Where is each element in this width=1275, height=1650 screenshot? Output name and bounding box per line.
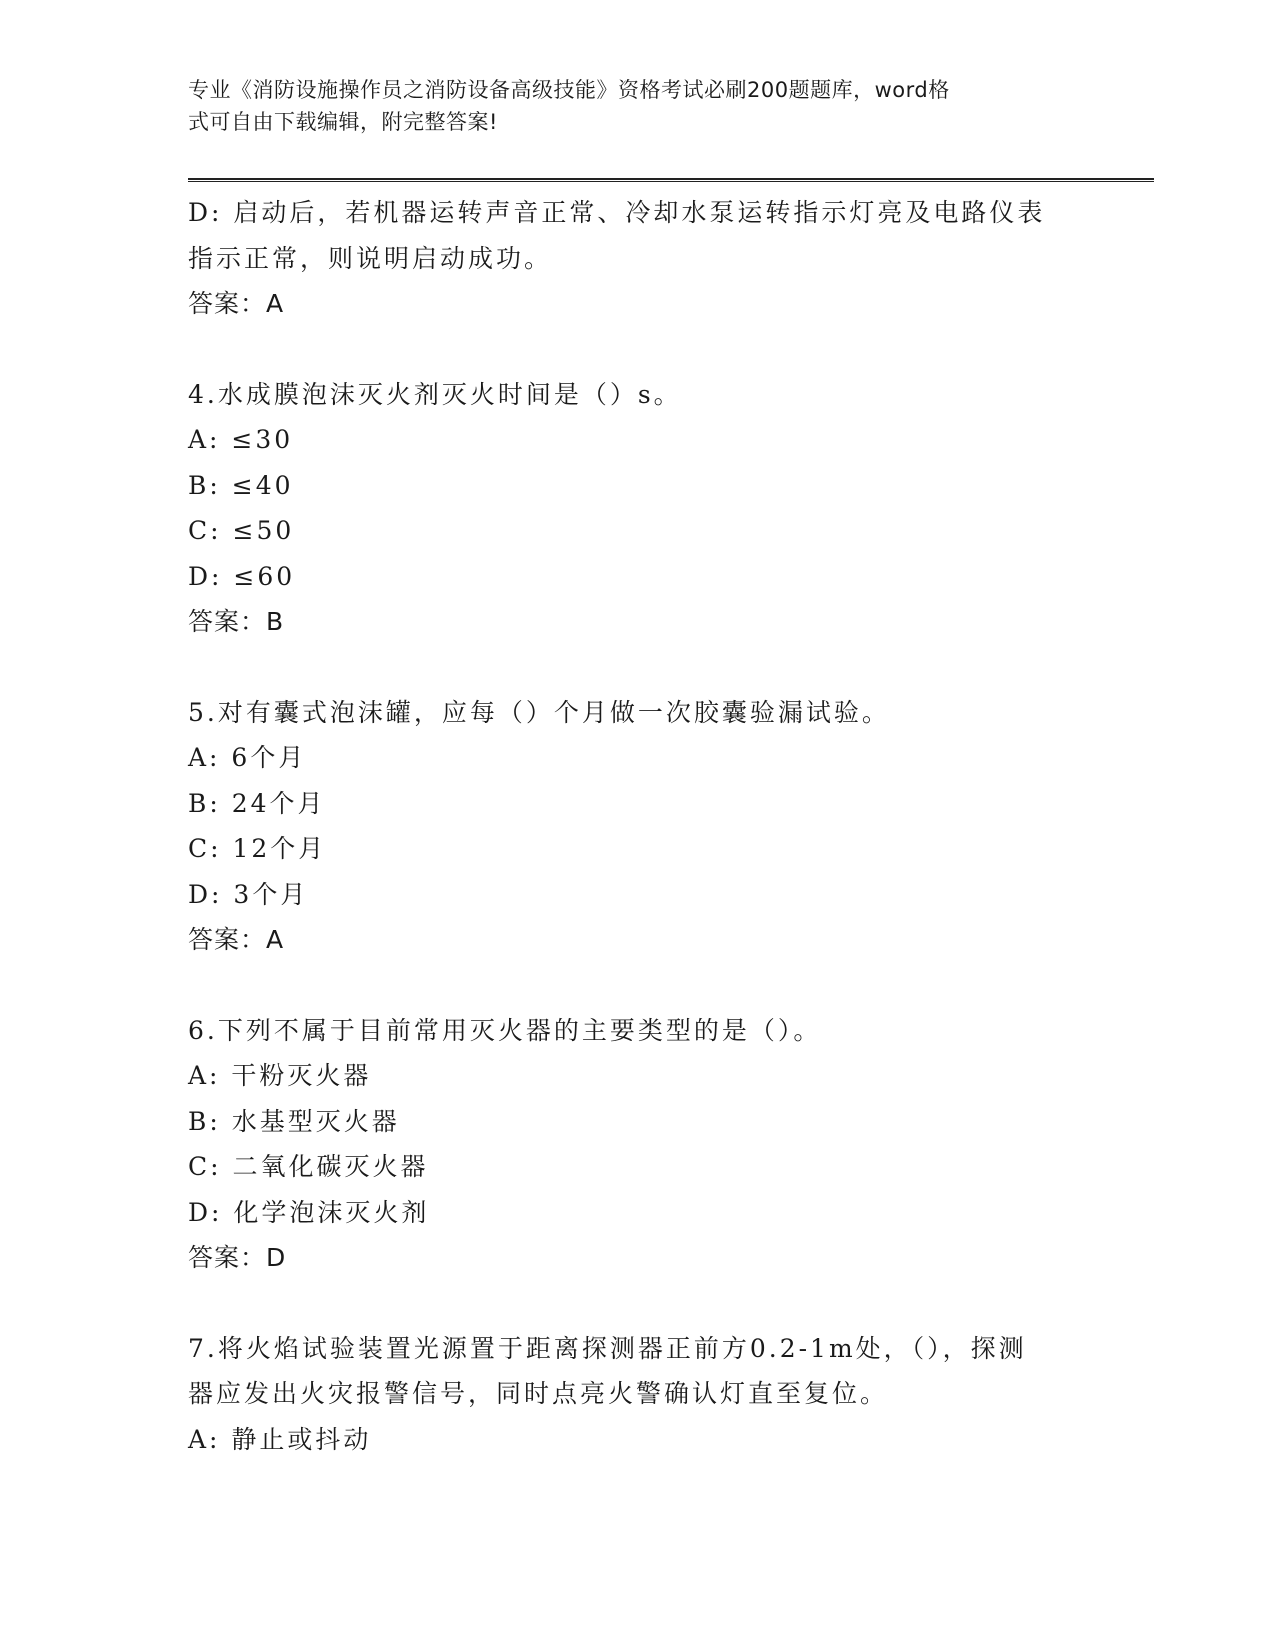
question-4: [188, 372, 1088, 645]
answer-3: 答案：A: [188, 289, 285, 318]
option-a: A: ≤30: [188, 425, 294, 454]
page-header: [188, 74, 1068, 138]
document-body: [188, 190, 1088, 1462]
header-line-1: 专业《消防设施操作员之消防设备高级技能》资格考试必刷200题题库，word格: [188, 78, 950, 102]
option-b: B: 水基型灭火器: [188, 1106, 400, 1136]
option-b: B: 24个月: [188, 788, 326, 818]
question-3-tail: [188, 190, 1088, 327]
header-line-2: 式可自由下载编辑，附完整答案!: [188, 110, 498, 134]
answer: 答案：D: [188, 1243, 287, 1272]
answer: 答案：B: [188, 607, 285, 636]
answer: 答案：A: [188, 925, 285, 954]
question-7: [188, 1326, 1088, 1463]
option-a: A: 干粉灭火器: [188, 1061, 372, 1090]
option-d: D: ≤60: [188, 561, 296, 591]
question-6: [188, 1008, 1088, 1281]
question-stem: 4.水成膜泡沫灭火剂灭火时间是（）s。: [188, 379, 682, 409]
question-stem-line-1: 7.将火焰试验装置光源置于距离探测器正前方0.2-1m处，（），探测: [188, 1333, 1027, 1363]
option-d: D: 化学泡沫灭火剂: [188, 1197, 430, 1227]
question-stem: 6.下列不属于目前常用灭火器的主要类型的是（）。: [188, 1015, 822, 1045]
option-d-line-1: D: 启动后，若机器运转声音正常、冷却水泵运转指示灯亮及电路仪表: [188, 198, 1046, 227]
option-a: A: 静止或抖动: [188, 1424, 372, 1454]
question-5: [188, 690, 1088, 963]
option-c: C: ≤50: [188, 516, 295, 545]
option-d-line-2: 指示正常，则说明启动成功。: [188, 243, 553, 273]
option-c: C: 二氧化碳灭火器: [188, 1152, 429, 1181]
question-stem-line-2: 器应发出火灾报警信号，同时点亮火警确认灯直至复位。: [188, 1379, 889, 1408]
option-b: B: ≤40: [188, 470, 294, 500]
question-stem: 5.对有囊式泡沫罐，应每（）个月做一次胶囊验漏试验。: [188, 697, 890, 727]
header-divider: [188, 178, 1154, 182]
option-c: C: 12个月: [188, 834, 327, 863]
option-d: D: 3个月: [188, 879, 309, 909]
option-a: A: 6个月: [188, 743, 307, 772]
